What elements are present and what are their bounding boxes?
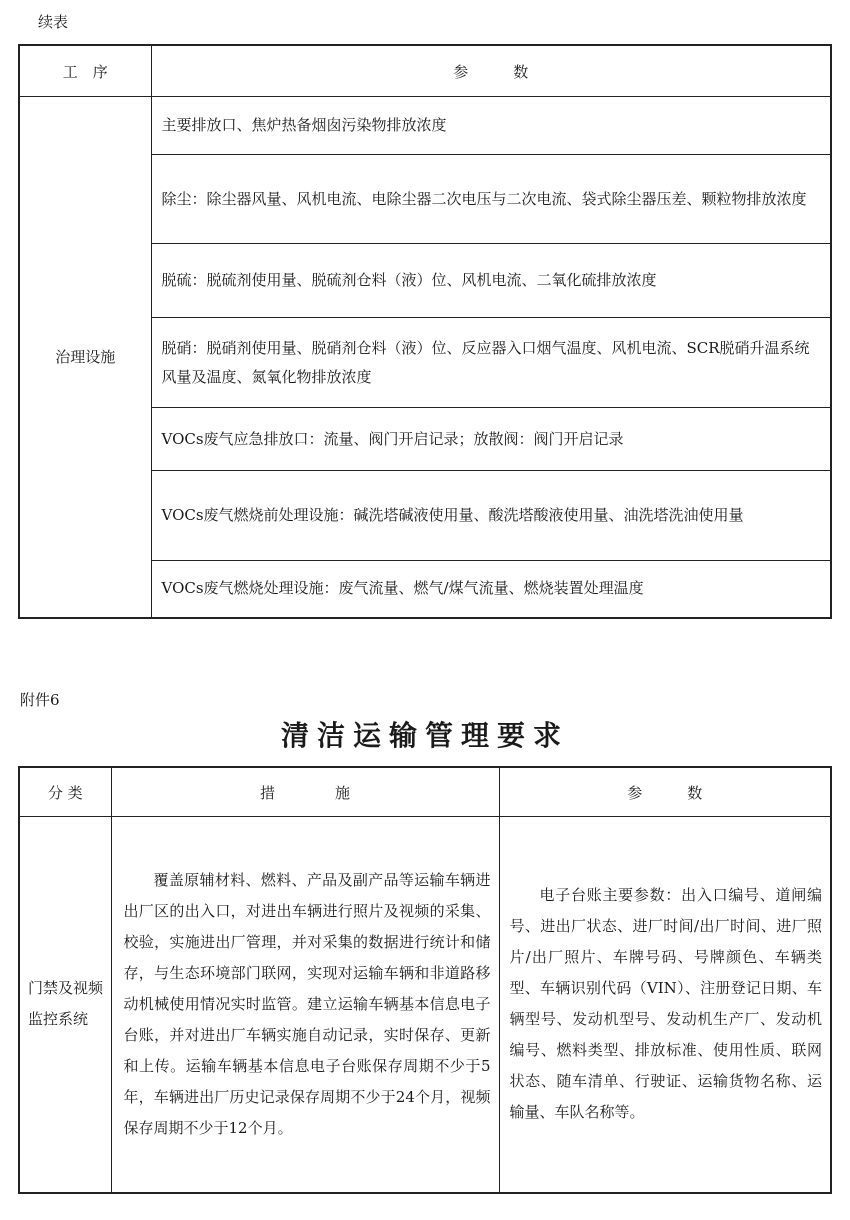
measures-text: 覆盖原辅材料、燃料、产品及副产品等运输车辆进出厂区的出入口，对进出车辆进行照片及视频的采集、校验，实施进出厂管理，并对采集的数据进行统计和储存，与生态环境部门联网，实现对运输车辆和非道路移动机械使用情况实时监管。建立运输车辆基本信息电子台账，并对进出厂车辆实施自动记录，实时保存、更新和上传。运输车辆基本信息电子台账保存周期不少于5年，车辆进出厂历史记录保存周期不少于24个月，视频保存周期不少于12个月。 <box>123 870 491 1137</box>
parameter-cell: VOCs废气燃烧前处理设施：碱洗塔碱液使用量、酸洗塔酸液使用量、油洗塔洗油使用量 <box>151 471 831 561</box>
parameter-cell: 主要排放口、焦炉热备烟囱污染物排放浓度 <box>151 97 831 155</box>
table-row <box>19 817 831 1193</box>
parameter-cell: VOCs废气燃烧处理设施：废气流量、燃气/煤气流量、燃烧装置处理温度 <box>151 561 831 618</box>
header-process: 工 序 <box>19 45 151 97</box>
continued-table-label: 续表 <box>38 13 69 31</box>
header-parameters: 参 数 <box>151 45 831 97</box>
process-name-cell: 治理设施 <box>19 97 151 618</box>
process-parameters-table <box>18 44 832 619</box>
category-cell: 门禁及视频监控系统 <box>19 817 111 1193</box>
measures-cell <box>111 817 499 1193</box>
attachment-label: 附件6 <box>20 691 60 709</box>
clean-transport-table <box>18 766 832 1194</box>
parameter-cell: 脱硫：脱硫剂使用量、脱硫剂仓料（液）位、风机电流、二氧化硫排放浓度 <box>151 244 831 318</box>
table-header-row <box>19 767 831 817</box>
parameter-cell: VOCs废气应急排放口：流量、阀门开启记录；放散阀：阀门开启记录 <box>151 408 831 471</box>
parameter-cell: 脱硝：脱硝剂使用量、脱硝剂仓料（液）位、反应器入口烟气温度、风机电流、SCR脱硝升温系统风量及温度、氮氧化物排放浓度 <box>151 318 831 408</box>
header-parameters: 参 数 <box>499 767 831 817</box>
header-category: 分 类 <box>19 767 111 817</box>
params-text: 电子台账主要参数：出入口编号、道闸编号、进出厂状态、进厂时间/出厂时间、进厂照片/出厂照片、车牌号码、号牌颜色、车辆类型、车辆识别代码（VIN）、注册登记日期、车辆型号、发动机型号、发动机生产厂、发动机编号、燃料类型、排放标准、使用性质、联网状态、随车清单、行驶证、运输货物名称、运输量、车队名称等。 <box>509 886 822 1122</box>
parameter-cell: 除尘：除尘器风量、风机电流、电除尘器二次电压与二次电流、袋式除尘器压差、颗粒物排放浓度 <box>151 155 831 244</box>
document-title: 清洁运输管理要求 <box>280 719 569 752</box>
params-cell <box>499 817 831 1193</box>
table-row <box>19 97 831 155</box>
table-header-row <box>19 45 831 97</box>
header-measures: 措 施 <box>111 767 499 817</box>
